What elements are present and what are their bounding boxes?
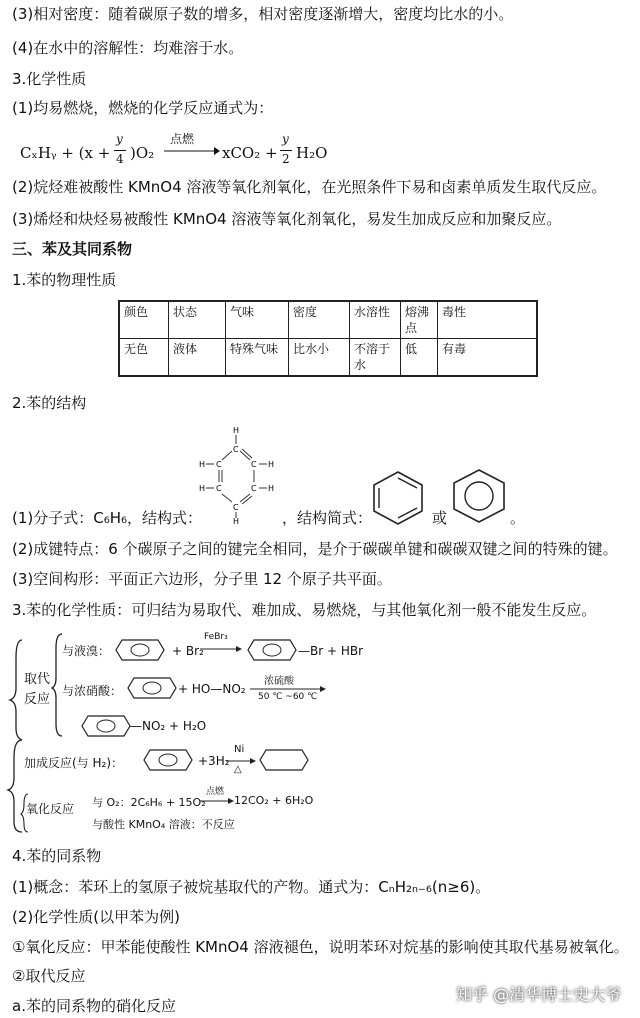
table-cell: 有毒 [438, 339, 538, 377]
scheme-text: —NO₂ + H₂O [130, 719, 207, 733]
table-cell: 气味 [226, 301, 289, 339]
eq-frac2-num: y [282, 132, 289, 146]
cyclohexane-icon [258, 748, 310, 772]
h-atom: H [233, 517, 240, 524]
scheme-text: 12CO₂ + 6H₂O [234, 794, 314, 807]
eq-condition: 点燃 [170, 132, 195, 146]
text-line: (1)分子式：C₆H₆，结构式： [12, 509, 203, 527]
section-heading: 4.苯的同系物 [12, 847, 102, 865]
scheme-text: 50 ℃ ~60 ℃ [258, 692, 318, 702]
table-cell: 状态 [169, 301, 226, 339]
table-row [119, 339, 537, 377]
c-atom: C [233, 445, 239, 454]
h-atom: H [268, 460, 275, 469]
text-line: ①氧化反应：甲苯能使酸性 KMnO4 溶液褪色，说明苯环对烷基的影响使其取代基易被氧化。 [12, 938, 629, 956]
reaction-arrow [200, 797, 234, 805]
text-line: (3)空间构形：平面正六边形，分子里 12 个原子共平面。 [12, 570, 392, 588]
benzene-structural-formula [196, 424, 286, 524]
section-heading: 3.化学性质 [12, 70, 87, 88]
eq-left: CₓHᵧ + (x + [20, 144, 111, 162]
h-atom: H [268, 484, 275, 493]
eq-frac1-num: y [116, 132, 123, 146]
text-line: 或 [432, 509, 448, 527]
eq-frac2-den: 2 [282, 152, 290, 166]
scheme-text: +3H₂ [198, 754, 230, 768]
scheme-text: 氧化反应 [26, 802, 75, 816]
text-line: (1)均易燃烧，燃烧的化学反应通式为： [12, 99, 274, 117]
combustion-equation [20, 130, 360, 180]
scheme-text: 与酸性 KMnO₄ 溶液：不反应 [92, 818, 235, 831]
text-line: (2)烷烃难被酸性 KMnO4 溶液等氧化剂氧化，在光照条件下易和卤素单质发生取代反应。 [12, 178, 607, 196]
scheme-text: 点燃 [206, 787, 225, 797]
benzene-ring-icon [450, 466, 508, 526]
table-header-row [119, 301, 537, 339]
eq-tail: H₂O [296, 144, 328, 162]
scheme-text: + Br₂ [172, 644, 204, 658]
table-cell: 无色 [119, 339, 169, 377]
benzene-ring-icon [80, 714, 132, 738]
text-line: (4)在水中的溶解性：均难溶于水。 [12, 39, 244, 57]
scheme-text: 与 O₂：2C₆H₆ + 15O₂ [92, 796, 206, 809]
c-atom: C [233, 503, 239, 512]
text-line: (1)概念：苯环上的氢原子被烷基取代的产物。通式为：CₙH₂ₙ₋₆(n≥6)。 [12, 878, 491, 896]
benzene-ring-icon [142, 748, 194, 772]
scheme-text: Ni [234, 744, 245, 755]
substitution-label: 反应 [24, 692, 51, 707]
text-line: 。 [510, 509, 526, 527]
eq-mid: )O₂ [130, 144, 155, 162]
fraction-bar [280, 150, 292, 151]
text-line: a.苯的同系物的硝化反应 [12, 997, 176, 1015]
benzene-properties-table [118, 300, 538, 377]
scheme-text: FeBr₃ [204, 632, 228, 642]
table-cell: 水溶性 [350, 301, 401, 339]
table-cell: 熔沸点 [401, 301, 438, 339]
h-atom: H [199, 460, 206, 469]
benzene-ring-icon [126, 676, 178, 700]
benzene-ring-icon [246, 638, 298, 662]
text-line: ②取代反应 [12, 967, 86, 985]
watermark: 知乎 @清华博士史大爷 [456, 985, 622, 1004]
scheme-text: 与液溴： [62, 644, 111, 658]
table-cell: 毒性 [438, 301, 538, 339]
text-line: (2)化学性质(以甲苯为例) [12, 908, 180, 926]
text-line: 3.苯的化学性质：可归结为易取代、难加成、易燃烧，与其他氧化剂一般不能发生反应。 [12, 601, 597, 619]
c-atom: C [216, 460, 222, 469]
scheme-text: + HO—NO₂ [178, 682, 246, 696]
text-line: 2.苯的结构 [12, 394, 87, 412]
h-atom: H [199, 484, 206, 493]
eq-frac1-den: 4 [116, 152, 124, 166]
table-cell: 比水小 [289, 339, 350, 377]
benzene-kekule-icon [370, 468, 426, 528]
text-line: (3)烯烃和炔烃易被酸性 KMnO4 溶液等氧化剂氧化，易发生加成反应和加聚反应。 [12, 210, 562, 228]
c-atom: C [216, 484, 222, 493]
text-line: (2)成键特点：6 个碳原子之间的键完全相同，是介于碳碳单键和碳碳双键之间的特殊的键。 [12, 540, 618, 558]
text-line: ，结构简式： [282, 509, 373, 527]
text-line: 1.苯的物理性质 [12, 271, 117, 289]
text-line: (3)相对密度：随着碳原子数的增多，相对密度逐渐增大，密度均比水的小。 [12, 5, 514, 23]
benzene-ring-icon [114, 638, 166, 662]
scheme-text: △ [234, 764, 242, 775]
c-atom: C [251, 484, 257, 493]
h-atom: H [233, 426, 240, 435]
table-cell: 颜色 [119, 301, 169, 339]
substitution-label: 取代 [24, 672, 51, 687]
scheme-text: 加成反应(与 H₂)： [24, 756, 124, 770]
table-cell: 低 [401, 339, 438, 377]
table-cell: 不溶于水 [350, 339, 401, 377]
table-cell: 液体 [169, 339, 226, 377]
scheme-text: —Br + HBr [298, 644, 364, 658]
eq-right: xCO₂ + [222, 144, 278, 162]
reaction-arrow [164, 146, 220, 156]
fraction-bar [114, 150, 126, 151]
section-heading: 三、苯及其同系物 [12, 240, 133, 258]
scheme-text: 浓硫酸 [264, 676, 294, 687]
reaction-arrow [200, 645, 242, 653]
table-cell: 特殊气味 [226, 339, 289, 377]
scheme-text: 与浓硝酸： [62, 684, 123, 698]
table-cell: 密度 [289, 301, 350, 339]
c-atom: C [251, 460, 257, 469]
